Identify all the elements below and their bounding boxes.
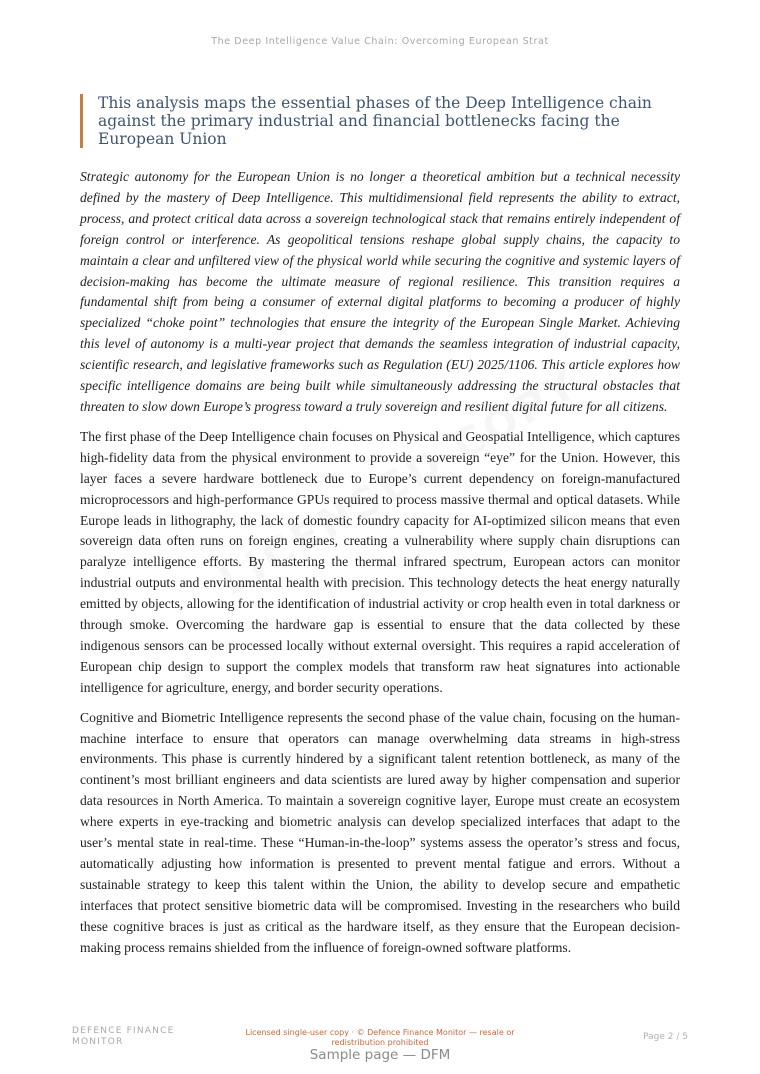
article-body bbox=[80, 167, 680, 968]
sample-caption: Sample page — DFM bbox=[309, 1047, 451, 1063]
intro-paragraph: Strategic autonomy for the European Union is no longer a theoretical ambition but a technical necessity defined by the mastery of Deep Intelligence. This multidimensional field represents the ability to extract, process, and protect critical data across a sovereign technological stack that remains entirely independent of foreign control or interference. As geopolitical tensions reshape global supply chains, the capacity to maintain a clear and unfiltered view of the physical world while securing the cognitive and systemic layers of decision-making has become the ultimate measure of regional resilience. This transition requires a fundamental shift from being a consumer of external digital platforms to becoming a producer of highly specialized “choke point” technologies that ensure the integrity of the European Single Market. Achieving this level of autonomy is a multi-year project that demands the seamless integration of industrial capacity, scientific research, and legislative frameworks such as Regulation (EU) 2025/1106. This article explores how specific intelligence domains are being built while simultaneously addressing the structural obstacles that threaten to slow down Europe’s progress toward a truly sovereign and resilient digital future for all citizens. bbox=[80, 169, 680, 414]
publisher-line-2: MONITOR bbox=[72, 1037, 124, 1047]
publisher-line-1: DEFENCE FINANCE bbox=[72, 1026, 175, 1036]
body-paragraph-2: Cognitive and Biometric Intelligence represents the second phase of the value chain, focusing on the human-machine interface to ensure that operators can manage overwhelming data streams in high-stress environments. This phase is currently hindered by a significant talent retention bottleneck, as many of the continent’s most brilliant engineers and data scientists are lured away by higher compensation and superior data resources in North America. To maintain a sovereign cognitive layer, Europe must create an ecosystem where experts in eye-tracking and biometric analysis can develop specialized interfaces that adapt to the user’s mental state in real-time. These “Human-in-the-loop” systems assess the operator’s stress and focus, automatically adjusting how information is presented to prevent mental fatigue and errors. Without a sustainable strategy to keep this talent within the Union, the ability to develop secure and empathetic interfaces that protect sensitive biometric data will be compromised. Investing in the researchers who build these cognitive braces is just as critical as the hardware itself, as they ensure that the European decision-making process remains shielded from the influence of foreign-owned software platforms. bbox=[80, 709, 680, 955]
running-header: The Deep Intelligence Value Chain: Overcoming European Strat bbox=[211, 36, 549, 47]
pull-quote bbox=[80, 94, 678, 148]
pull-quote-text: This analysis maps the essential phases of the Deep Intelligence chain against the primary industrial and financial bottlenecks facing the European Union bbox=[98, 94, 652, 148]
page-number: Page 2 / 5 bbox=[643, 1032, 688, 1042]
body-paragraph-1: The first phase of the Deep Intelligence chain focuses on Physical and Geospatial Intelligence, which captures high-fidelity data from the physical environment to provide a sovereign “eye” for the Union. However, this layer faces a severe hardware bottleneck due to Europe’s current dependency on foreign-manufactured microprocessors and high-performance GPUs required to process massive thermal and optical datasets. While Europe leads in lithography, the lack of domestic foundry capacity for AI-optimized silicon means that even sovereign data often runs on foreign engines, creating a vulnerability where supply chain disruptions can paralyze intelligence efforts. By mastering the thermal infrared spectrum, European actors can monitor industrial outputs and environmental health with precision. This technology detects the heat energy naturally emitted by objects, allowing for the identification of industrial activity or crop health even in total darkness or through smoke. Overcoming the hardware gap is essential to ensure that the data collected by these indigenous sensors can be processed locally without external oversight. This requires a rapid acceleration of European chip design to support the complex models that transform raw heat signatures into actionable intelligence for agriculture, energy, and border security operations. bbox=[80, 428, 680, 695]
publisher-name bbox=[72, 1026, 202, 1048]
license-notice: Licensed single-user copy · © Defence Finance Monitor — resale or redistribution prohibited bbox=[245, 1028, 515, 1047]
